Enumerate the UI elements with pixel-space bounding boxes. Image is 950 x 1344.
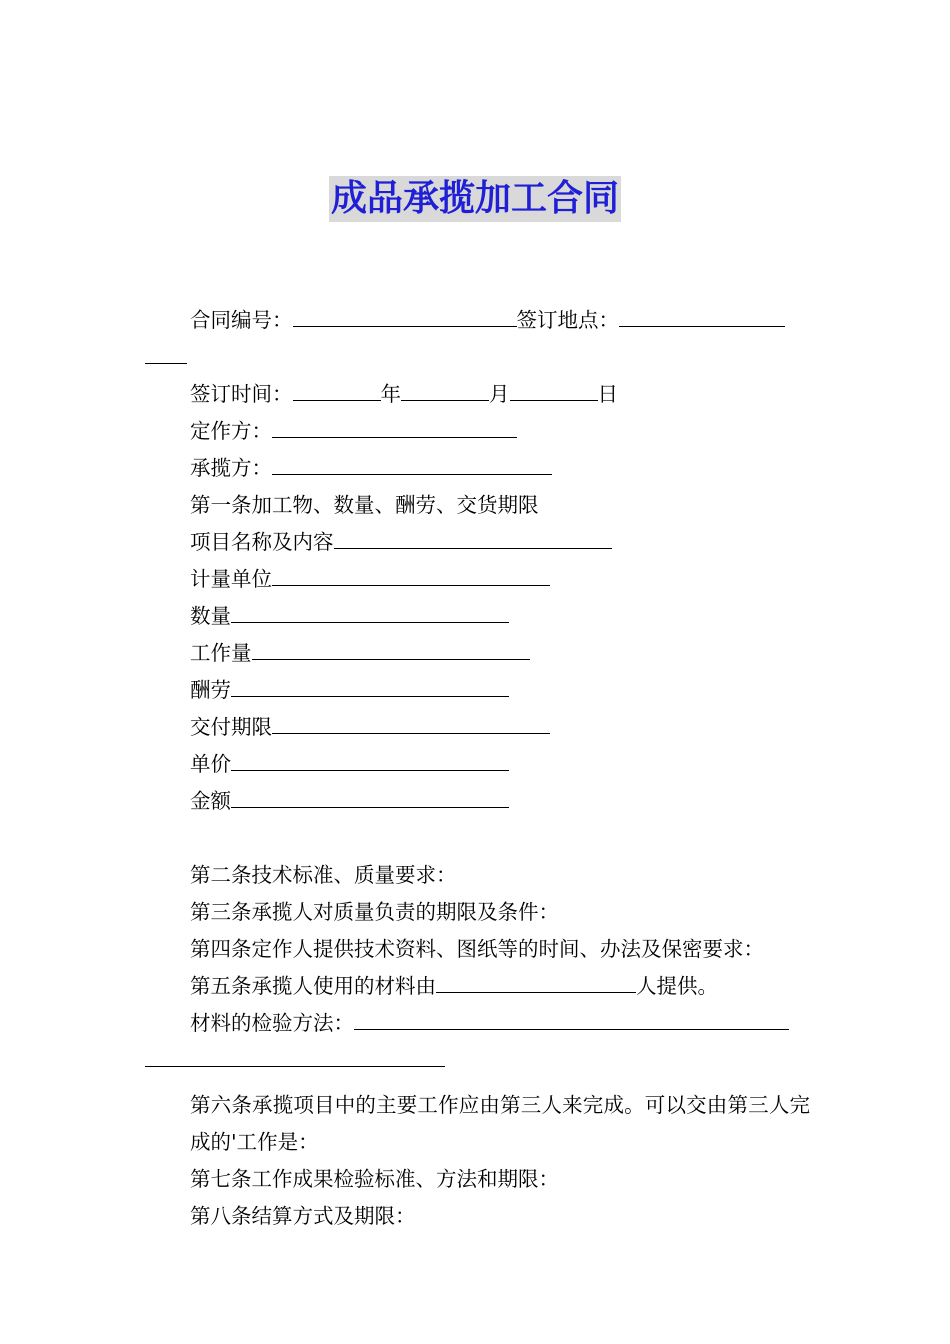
material-inspection-blank <box>354 1011 789 1030</box>
contract-no-label: 合同编号： <box>190 308 293 332</box>
contractor-row <box>145 450 810 487</box>
day-blank <box>510 382 598 401</box>
article-3: 第三条承揽人对质量负责的期限及条件： <box>190 900 559 924</box>
item-label: 项目名称及内容 <box>190 530 334 554</box>
item-label: 计量单位 <box>190 567 272 591</box>
article-7: 第七条工作成果检验标准、方法和期限： <box>190 1167 559 1191</box>
article-8: 第八条结算方式及期限： <box>190 1204 416 1228</box>
article-2: 第二条技术标准、质量要求： <box>190 863 457 887</box>
month-blank <box>401 382 489 401</box>
item-label: 工作量 <box>190 641 252 665</box>
spacer <box>145 1079 810 1087</box>
orderer-row <box>145 413 810 450</box>
item-row <box>145 783 810 820</box>
item-blank <box>231 789 509 808</box>
day-label: 日 <box>597 382 618 406</box>
item-row <box>145 672 810 709</box>
sign-time-label: 签订时间： <box>190 382 293 406</box>
spacer <box>145 820 810 857</box>
item-row <box>145 524 810 561</box>
sign-time-row <box>145 376 810 413</box>
sign-place-blank-continued-row <box>145 339 810 376</box>
material-inspection-row <box>145 1005 810 1042</box>
sign-place-blank-continued <box>145 345 187 364</box>
article-5-suffix: 人提供。 <box>636 974 718 998</box>
item-blank <box>231 678 509 697</box>
title-block <box>0 176 950 222</box>
item-label: 交付期限 <box>190 715 272 739</box>
month-label: 月 <box>489 382 510 406</box>
sign-place-blank <box>619 308 785 327</box>
item-blank <box>334 530 612 549</box>
item-row <box>145 635 810 672</box>
item-blank <box>272 715 550 734</box>
page-title: 成品承揽加工合同 <box>329 176 621 222</box>
material-inspection-blank-continued-row <box>145 1042 810 1079</box>
item-blank <box>231 604 509 623</box>
contract-no-row <box>145 302 810 339</box>
item-label: 单价 <box>190 752 231 776</box>
contract-body <box>145 302 810 1235</box>
item-blank <box>252 641 530 660</box>
material-provider-blank <box>436 974 636 993</box>
contractor-blank <box>272 456 552 475</box>
orderer-label: 定作方： <box>190 419 272 443</box>
item-row <box>145 746 810 783</box>
year-blank <box>293 382 381 401</box>
article-6: 第六条承揽项目中的主要工作应由第三人来完成。可以交由第三人完成的'工作是： <box>190 1093 810 1154</box>
item-blank <box>272 567 550 586</box>
year-label: 年 <box>380 382 401 406</box>
item-row <box>145 561 810 598</box>
sign-place-label: 签订地点： <box>516 308 619 332</box>
article-4: 第四条定作人提供技术资料、图纸等的时间、办法及保密要求： <box>190 937 764 961</box>
contractor-label: 承揽方： <box>190 456 272 480</box>
contract-no-blank <box>293 308 517 327</box>
orderer-blank <box>272 419 517 438</box>
article-5-prefix: 第五条承揽人使用的材料由 <box>190 974 436 998</box>
item-blank <box>231 752 509 771</box>
item-row <box>145 598 810 635</box>
item-row <box>145 709 810 746</box>
article-5 <box>145 968 810 1005</box>
article-1-heading: 第一条加工物、数量、酬劳、交货期限 <box>190 493 539 517</box>
material-inspection-label: 材料的检验方法： <box>190 1011 354 1035</box>
item-label: 金额 <box>190 789 231 813</box>
item-label: 酬劳 <box>190 678 231 702</box>
material-inspection-blank-continued <box>145 1048 445 1067</box>
item-label: 数量 <box>190 604 231 628</box>
